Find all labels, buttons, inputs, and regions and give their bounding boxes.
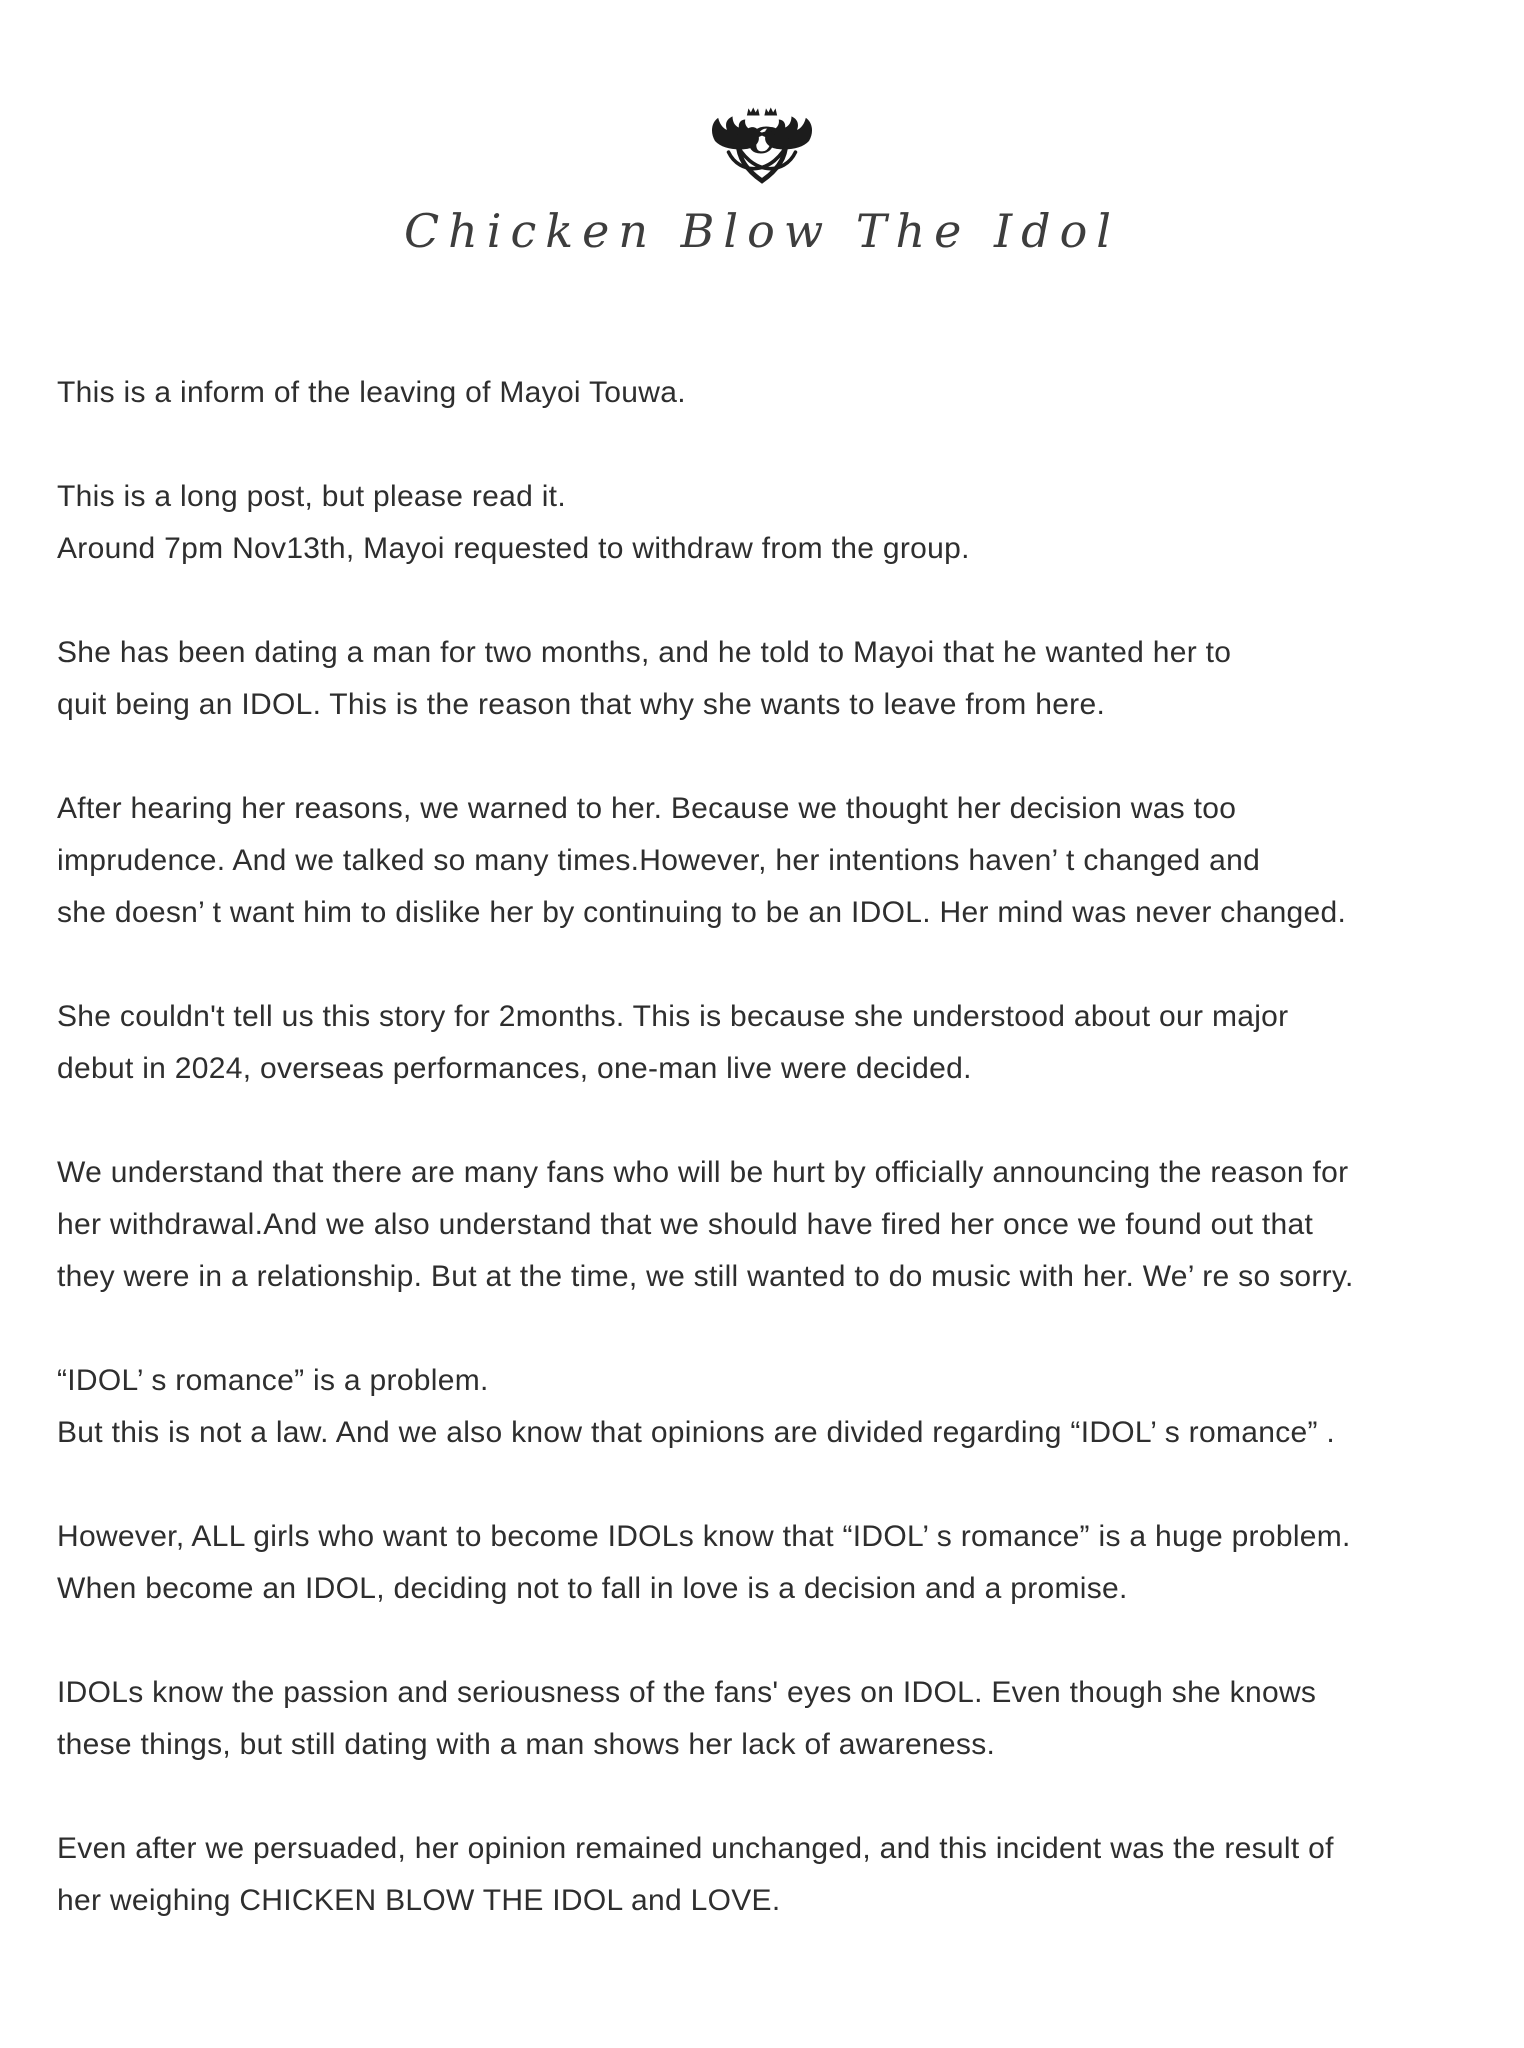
body-line: they were in a relationship. But at the time, we still wanted to do music with her. We’ re so sorry. [57,1260,1354,1293]
body-line: She couldn't tell us this story for 2months. This is because she understood about our major [57,1000,1289,1033]
brand-crest-icon [701,98,823,192]
paragraph [57,783,1514,939]
paragraph [57,991,1514,1095]
body-line: her withdrawal.And we also understand that we should have fired her once we found out that [57,1208,1314,1241]
paragraph [57,1147,1514,1303]
body-line: quit being an IDOL. This is the reason that why she wants to leave from here. [57,688,1106,721]
paragraph [57,471,1514,575]
paragraph [57,1823,1514,1927]
paragraph [57,367,1514,419]
brand-name: Chicken Blow The Idol [403,204,1121,258]
body-line: This is a long post, but please read it. [57,480,566,513]
body-line: Around 7pm Nov13th, Mayoi requested to withdraw from the group. [57,532,970,565]
body-line: After hearing her reasons, we warned to her. Because we thought her decision was too [57,792,1237,825]
body-line: she doesn’ t want him to dislike her by continuing to be an IDOL. Her mind was never changed. [57,896,1347,929]
body-line: When become an IDOL, deciding not to fall in love is a decision and a promise. [57,1572,1128,1605]
body-line: her weighing CHICKEN BLOW THE IDOL and LOVE. [57,1884,781,1917]
body-line: “IDOL’ s romance” is a problem. [57,1364,489,1397]
body-line: But this is not a law. And we also know that opinions are divided regarding “IDOL’ s romance” . [57,1416,1336,1449]
body-line: imprudence. And we talked so many times.However, her intentions haven’ t changed and [57,844,1261,877]
brand-header [0,0,1524,261]
announcement-body [0,367,1524,1927]
body-line: IDOLs know the passion and seriousness of the fans' eyes on IDOL. Even though she knows [57,1676,1317,1709]
body-line: Even after we persuaded, her opinion remained unchanged, and this incident was the result of [57,1832,1334,1865]
paragraph [57,1355,1514,1459]
paragraph [57,1667,1514,1771]
body-line: However, ALL girls who want to become IDOLs know that “IDOL’ s romance” is a huge problem. [57,1520,1351,1553]
body-line: these things, but still dating with a man shows her lack of awareness. [57,1728,996,1761]
body-line: This is a inform of the leaving of Mayoi Touwa. [57,376,686,409]
paragraph [57,627,1514,731]
body-line: debut in 2024, overseas performances, one-man live were decided. [57,1052,972,1085]
body-line: We understand that there are many fans who will be hurt by officially announcing the reason for [57,1156,1349,1189]
body-line: She has been dating a man for two months, and he told to Mayoi that he wanted her to [57,636,1232,669]
paragraph [57,1511,1514,1615]
crest-monogram: C [748,120,776,162]
